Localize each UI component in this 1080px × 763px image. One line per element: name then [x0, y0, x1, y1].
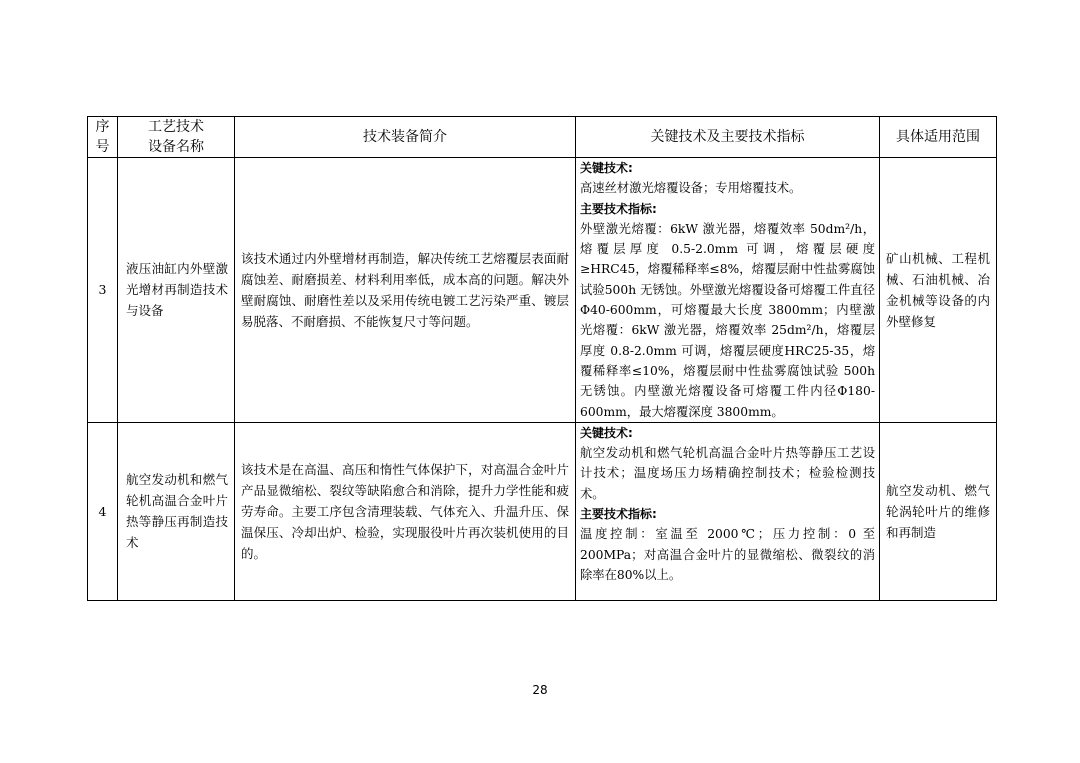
key-tech-text: 航空发动机和燃气轮机高温合金叶片热等静压工艺设计技术；温度场压力场精确控制技术；检验检测技术。 — [580, 446, 875, 501]
row-serial-number: 3 — [88, 158, 118, 423]
row-process-name: 航空发动机和燃气轮机高温合金叶片热等静压再制造技术 — [118, 422, 235, 600]
key-tech-text: 高速丝材激光熔覆设备；专用熔覆技术。 — [580, 181, 802, 196]
row-scope: 矿山机械、工程机械、石油机械、冶金机械等设备的内外壁修复 — [880, 158, 997, 423]
header-intro: 技术装备简介 — [235, 117, 576, 158]
row-key-tech — [576, 422, 880, 600]
header-name-line1: 工艺技术 — [148, 119, 204, 135]
header-serial-number — [88, 117, 118, 158]
table-row — [88, 422, 997, 600]
table-header-row — [88, 117, 997, 158]
index-text: 温度控制：室温至 2000℃；压力控制：0 至 200MPa；对高温合金叶片的显微缩松、微裂纹的消除率在80%以上。 — [580, 527, 875, 582]
row-intro: 该技术是在高温、高压和惰性气体保护下，对高温合金叶片产品显微缩松、裂纹等缺陷愈合和消除，提升力学性能和疲劳寿命。主要工序包含清理装载、气体充入、升温升压、保温保压、冷却出炉、检验，实现服役叶片再次装机使用的目的。 — [235, 422, 576, 600]
header-serial-line1: 序 — [95, 119, 110, 135]
header-scope: 具体适用范围 — [880, 117, 997, 158]
key-tech-title: 关键技术: — [580, 161, 633, 175]
row-key-tech — [576, 158, 880, 423]
header-key-tech: 关键技术及主要技术指标 — [576, 117, 880, 158]
index-title: 主要技术指标: — [580, 507, 657, 522]
row-process-name: 液压油缸内外壁激光增材再制造技术与设备 — [118, 158, 235, 423]
header-process-name — [118, 117, 235, 158]
row-serial-number: 4 — [88, 422, 118, 600]
page-number: 28 — [532, 683, 548, 697]
index-text: 外壁激光熔覆：6kW 激光器，熔覆效率 50dm²/h，熔覆层厚度 0.5-2.0mm 可调，熔覆层硬度≥HRC45，熔覆稀释率≤8%，熔覆层耐中性盐雾腐蚀试验500h 无锈蚀。外壁激光熔覆设备可熔覆工件直径Φ40-600mm，可熔覆最大长度 3800mm；内壁激光熔覆：6kW 激光器，熔覆效率 25dm²/h，熔覆层厚度 0.8-2.0mm 可调，熔覆层硬度HRC25-35，熔覆稀释率≤10%，熔覆层耐中性盐雾腐蚀试验 500h 无锈蚀。内壁激光熔覆设备可熔覆工件内径Φ180-600mm，最大熔覆深度 3800mm。 — [580, 221, 875, 419]
table-row — [88, 158, 997, 423]
technology-table — [87, 116, 997, 601]
header-name-line2: 设备名称 — [148, 139, 204, 155]
key-tech-title: 关键技术: — [580, 425, 633, 440]
row-scope: 航空发动机、燃气轮涡轮叶片的维修和再制造 — [880, 422, 997, 600]
row-intro: 该技术通过内外壁增材再制造，解决传统工艺熔覆层表面耐腐蚀差、耐磨损差、材料利用率低，成本高的问题。解决外壁耐腐蚀、耐磨性差以及采用传统电镀工艺污染严重、镀层易脱落、不耐磨损、不能恢复尺寸等问题。 — [235, 158, 576, 423]
header-serial-line2: 号 — [95, 139, 110, 155]
index-title: 主要技术指标: — [580, 201, 657, 216]
